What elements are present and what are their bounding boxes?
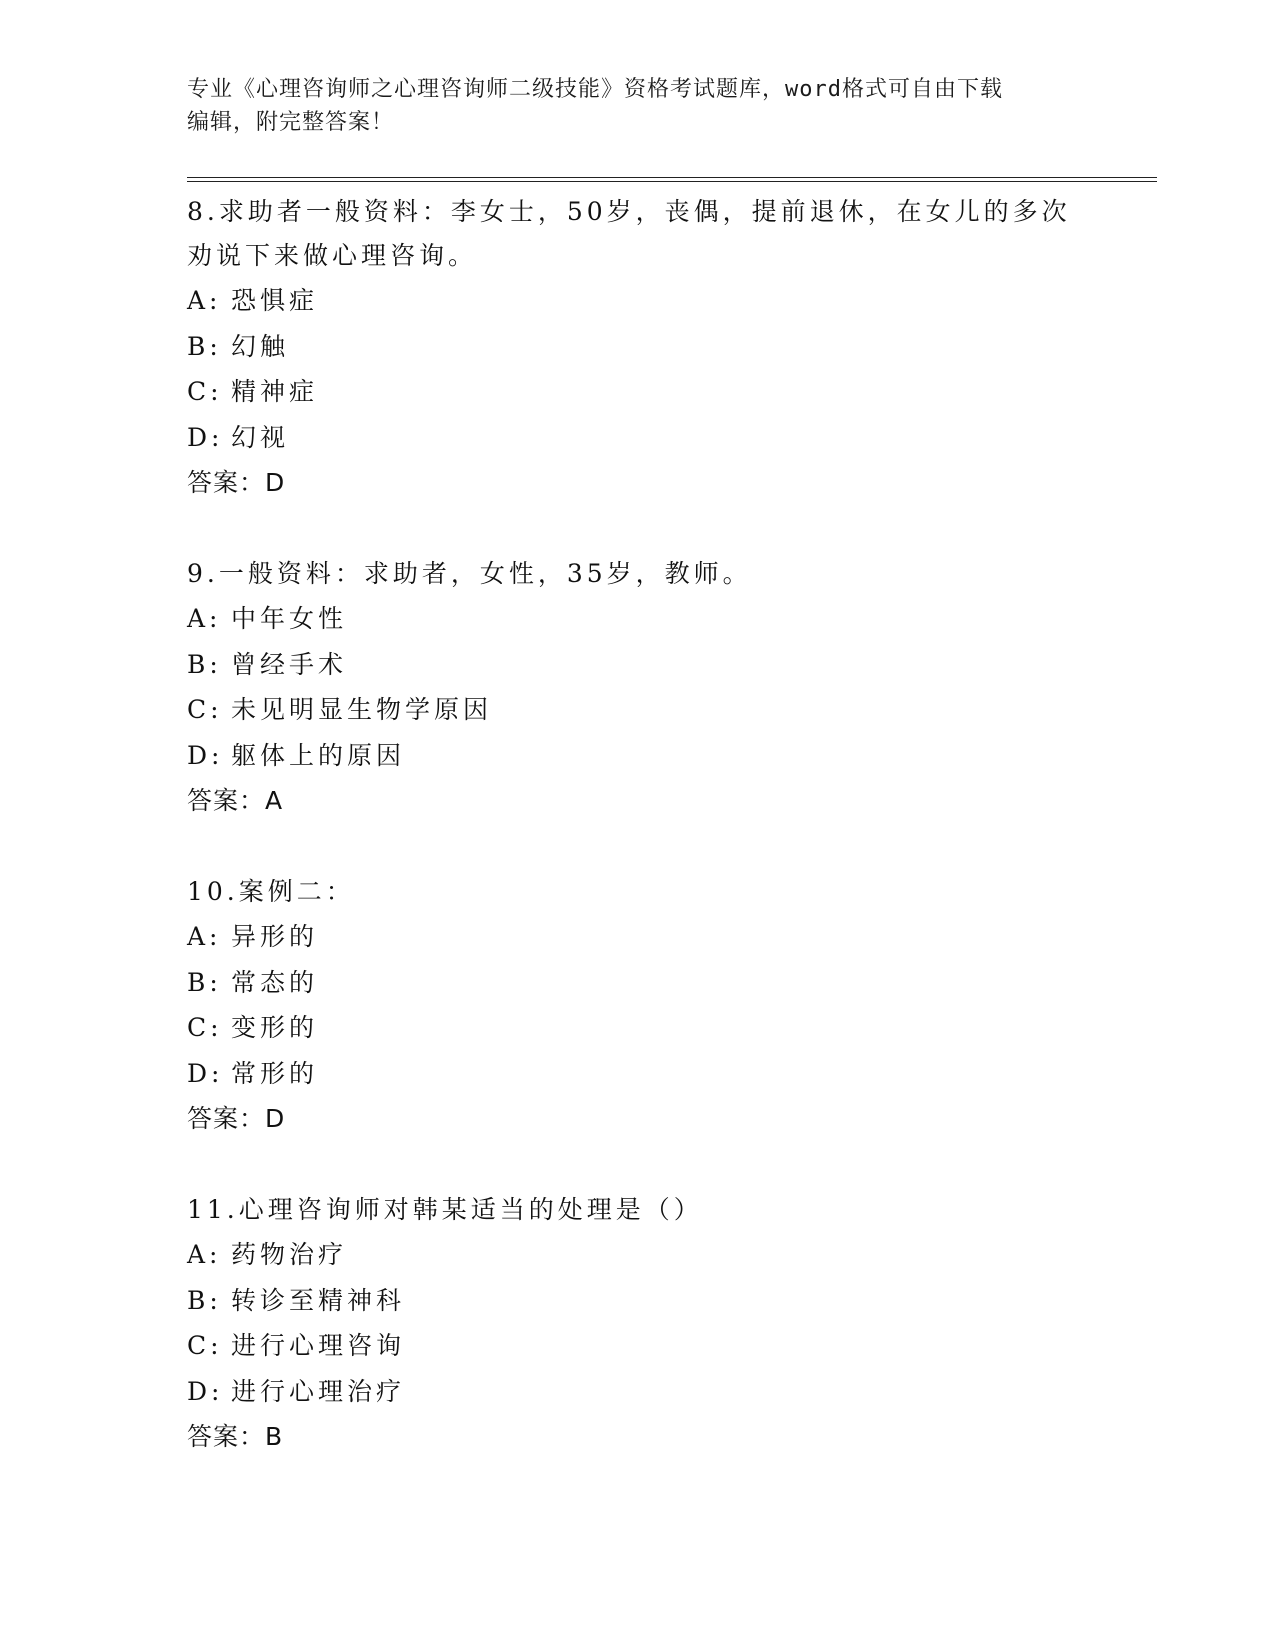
option-key: B: xyxy=(187,1285,222,1315)
option-c xyxy=(187,369,1087,415)
question-10 xyxy=(187,870,1087,1141)
option-key: D: xyxy=(187,1058,224,1088)
option-key: C: xyxy=(187,1331,223,1360)
question-8 xyxy=(187,190,1087,505)
option-b xyxy=(187,1278,1087,1324)
option-text: 幻视 xyxy=(231,422,290,452)
document-header xyxy=(187,73,1087,139)
option-key: A: xyxy=(187,1240,222,1269)
option-d xyxy=(187,415,1087,461)
option-key: B: xyxy=(187,331,222,361)
option-text: 恐惧症 xyxy=(231,286,319,315)
option-text: 药物治疗 xyxy=(231,1240,348,1269)
option-text: 中年女性 xyxy=(231,604,348,633)
option-b xyxy=(187,960,1087,1006)
option-text: 进行心理咨询 xyxy=(231,1331,406,1360)
option-text: 躯体上的原因 xyxy=(231,740,406,770)
option-key: D: xyxy=(187,740,224,770)
option-b xyxy=(187,324,1087,370)
header-divider xyxy=(187,177,1157,182)
option-a xyxy=(187,914,1087,960)
option-key: B: xyxy=(187,967,222,997)
question-11 xyxy=(187,1188,1087,1459)
option-d xyxy=(187,733,1087,779)
answer-line: 答案：D xyxy=(187,1104,286,1133)
option-text: 转诊至精神科 xyxy=(231,1285,406,1315)
option-text: 常形的 xyxy=(231,1058,319,1088)
option-text: 幻触 xyxy=(231,331,290,361)
question-stem: 9.一般资料：求助者，女性，35岁，教师。 xyxy=(187,559,752,588)
option-d xyxy=(187,1369,1087,1415)
answer-line: 答案：B xyxy=(187,1422,284,1451)
option-c xyxy=(187,1323,1087,1369)
option-text: 未见明显生物学原因 xyxy=(231,695,493,724)
option-key: C: xyxy=(187,377,223,406)
question-stem-continued: 劝说下来做心理咨询。 xyxy=(187,241,478,270)
option-c xyxy=(187,1005,1087,1051)
option-text: 曾经手术 xyxy=(231,649,348,679)
question-stem: 11.心理咨询师对韩某适当的处理是（） xyxy=(187,1195,703,1224)
option-text: 进行心理治疗 xyxy=(231,1376,406,1406)
option-key: D: xyxy=(187,422,224,452)
question-stem: 8.求助者一般资料：李女士，50岁，丧偶，提前退休，在女儿的多次 xyxy=(187,197,1071,226)
question-9 xyxy=(187,552,1087,823)
option-key: B: xyxy=(187,649,222,679)
option-a xyxy=(187,278,1087,324)
option-d xyxy=(187,1051,1087,1097)
option-key: C: xyxy=(187,695,223,724)
header-line-1: 专业《心理咨询师之心理咨询师二级技能》资格考试题库，word格式可自由下载 xyxy=(187,77,1003,102)
option-key: D: xyxy=(187,1376,224,1406)
option-a xyxy=(187,1232,1087,1278)
answer-line: 答案：D xyxy=(187,468,286,497)
option-text: 变形的 xyxy=(231,1013,319,1042)
option-key: A: xyxy=(187,922,222,951)
option-text: 常态的 xyxy=(231,967,319,997)
option-key: C: xyxy=(187,1013,223,1042)
question-stem: 10.案例二： xyxy=(187,877,355,906)
option-key: A: xyxy=(187,286,222,315)
option-b xyxy=(187,642,1087,688)
option-c xyxy=(187,687,1087,733)
option-text: 异形的 xyxy=(231,922,319,951)
option-text: 精神症 xyxy=(231,377,319,406)
answer-line: 答案：A xyxy=(187,786,284,815)
option-a xyxy=(187,596,1087,642)
header-line-2: 编辑，附完整答案！ xyxy=(187,110,395,135)
question-list xyxy=(187,190,1087,1506)
option-key: A: xyxy=(187,604,222,633)
